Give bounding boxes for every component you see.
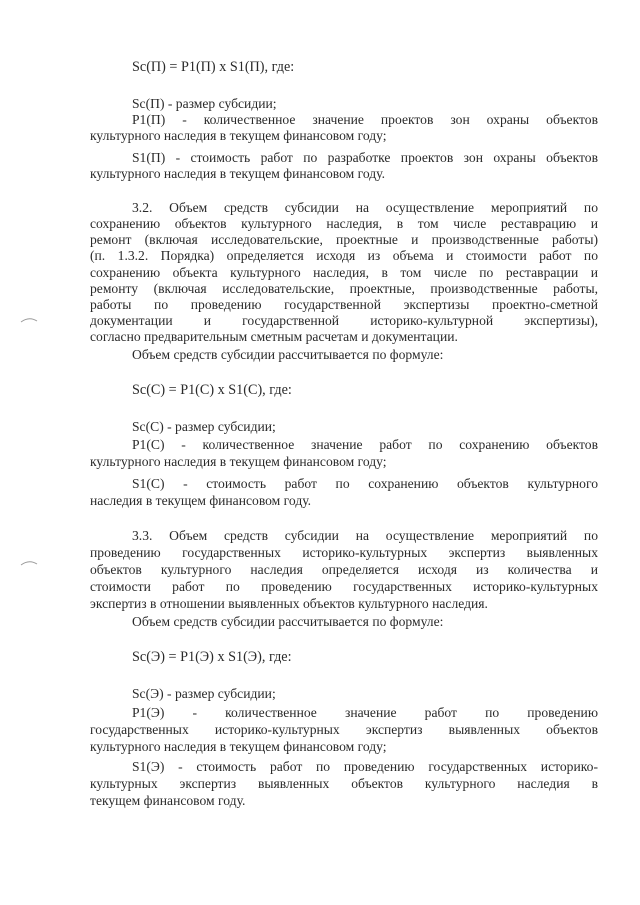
definition-p1-e-line2: государственных историко-культурных экспертиз выявленных объектов	[90, 722, 598, 737]
formula-sc-p: Sc(П) = P1(П) x S1(П), где:	[132, 59, 295, 75]
para-3-3-line2: проведению государственных историко-культурных экспертиз выявленных	[90, 545, 598, 560]
definition-sc-p: Sc(П) - размер субсидии;	[132, 96, 277, 111]
definition-p1-e-line1: P1(Э) - количественное значение работ по проведению	[132, 705, 598, 720]
para-3-3-line1: 3.3. Объем средств субсидии на осуществление мероприятий по	[132, 528, 598, 543]
scan-mark	[20, 560, 38, 566]
definition-p1-p-line1: P1(П) - количественное значение проектов зон охраны объектов	[132, 112, 598, 127]
definition-s1-e-line2: культурных экспертиз выявленных объектов культурного наследия в	[90, 776, 598, 791]
definition-sc-e: Sc(Э) - размер субсидии;	[132, 686, 276, 701]
definition-s1-p-line2: культурного наследия в текущем финансовом году.	[90, 166, 386, 181]
formula-sc-e: Sc(Э) = P1(Э) x S1(Э), где:	[132, 649, 292, 665]
para-3-2-line8: документации и государственной историко-культурной экспертизы),	[90, 313, 598, 328]
para-3-3-line5: экспертиз в отношении выявленных объектов культурного наследия.	[90, 596, 488, 611]
definition-s1-c-line2: наследия в текущем финансовом году.	[90, 493, 312, 508]
scan-mark	[20, 317, 38, 323]
calc-note-e: Объем средств субсидии рассчитывается по формуле:	[132, 614, 444, 629]
formula-sc-c: Sc(С) = P1(С) x S1(С), где:	[132, 382, 292, 398]
para-3-3-line4: стоимости работ по проведению государственных историко-культурных	[90, 579, 598, 594]
para-3-3-line3: объектов культурного наследия определяется исходя из количества и	[90, 562, 598, 577]
para-3-2-line4: (п. 1.3.2. Порядка) определяется исходя из объема и стоимости работ по	[90, 248, 598, 263]
para-3-2-line9: согласно предварительным сметным расчетам и документации.	[90, 329, 458, 344]
definition-p1-p-line2: культурного наследия в текущем финансовом году;	[90, 128, 387, 143]
definition-s1-e-line1: S1(Э) - стоимость работ по проведению государственных историко-	[132, 759, 598, 774]
definition-s1-p-line1: S1(П) - стоимость работ по разработке проектов зон охраны объектов	[132, 150, 598, 165]
calc-note-c: Объем средств субсидии рассчитывается по формуле:	[132, 347, 444, 362]
definition-p1-e-line3: культурного наследия в текущем финансовом году;	[90, 739, 387, 754]
definition-p1-c-line2: культурного наследия в текущем финансовом году;	[90, 454, 387, 469]
para-3-2-line2: сохранению объектов культурного наследия, в том числе реставрацию и	[90, 216, 598, 231]
definition-s1-e-line3: текущем финансовом году.	[90, 793, 246, 808]
definition-s1-c-line1: S1(С) - стоимость работ по сохранению объектов культурного	[132, 476, 598, 491]
definition-p1-c-line1: P1(С) - количественное значение работ по сохранению объектов	[132, 437, 598, 452]
para-3-2-line6: ремонту (включая исследовательские, проектные, производственные работы,	[90, 281, 598, 296]
para-3-2-line3: ремонт (включая исследовательские, проектные и производственные работы)	[90, 232, 598, 247]
para-3-2-line5: сохранению объекта культурного наследия, в том числе по реставрации и	[90, 265, 598, 280]
definition-sc-c: Sc(С) - размер субсидии;	[132, 419, 276, 434]
para-3-2-line7: работы по проведению государственной экспертизы проектно-сметной	[90, 297, 598, 312]
para-3-2-line1: 3.2. Объем средств субсидии на осуществление мероприятий по	[132, 200, 598, 215]
